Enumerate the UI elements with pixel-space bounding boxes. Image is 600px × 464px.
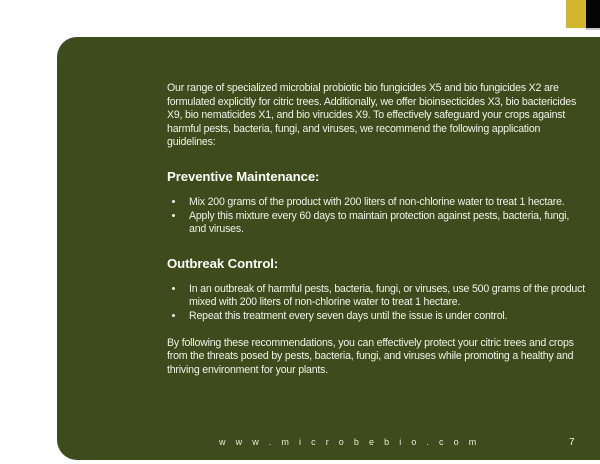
section-heading-outbreak-control: Outbreak Control: xyxy=(167,255,279,271)
list-item: • Apply this mixture every 60 days to maintain protection against pests, bacteria, fungi, and viruses. xyxy=(185,210,585,237)
preventive-maintenance-list xyxy=(167,196,585,237)
body-content xyxy=(167,82,585,377)
content-panel xyxy=(57,37,600,460)
black-accent-bar xyxy=(586,0,600,30)
list-item: • Repeat this treatment every seven days until the issue is under control. xyxy=(185,310,585,324)
outbreak-control-list xyxy=(167,283,585,324)
list-item: • In an outbreak of harmful pests, bacteria, fungi, or viruses, use 500 grams of the product mixed with 200 liters of non-chlorine water to treat 1 hectare. xyxy=(185,283,585,310)
page-number: 7 xyxy=(569,437,575,448)
closing-paragraph: By following these recommendations, you can effectively protect your citric trees and crops from the threats posed by pests, bacteria, fungi, and viruses while promoting a healthy and thriving environment for your plants. xyxy=(167,336,574,376)
section-heading-preventive-maintenance: Preventive Maintenance: xyxy=(167,168,320,184)
intro-paragraph: Our range of specialized microbial probiotic bio fungicides X5 and bio fungicides X2 are formulated explicitly for citric trees. Additionally, we offer bioinsecticides X3, bio bactericides X9, bio nematicides X1, and bio virucides X9. To effectively safeguard your crops against harmful pests, bacteria, fungi, and viruses, we recommend the following application guidelines: xyxy=(167,82,577,149)
yellow-accent-bar xyxy=(566,0,586,28)
list-item: • Mix 200 grams of the product with 200 liters of non-chlorine water to treat 1 hectare. xyxy=(185,196,585,210)
website-url: w w w . m i c r o b e b i o . c o m xyxy=(219,437,481,447)
